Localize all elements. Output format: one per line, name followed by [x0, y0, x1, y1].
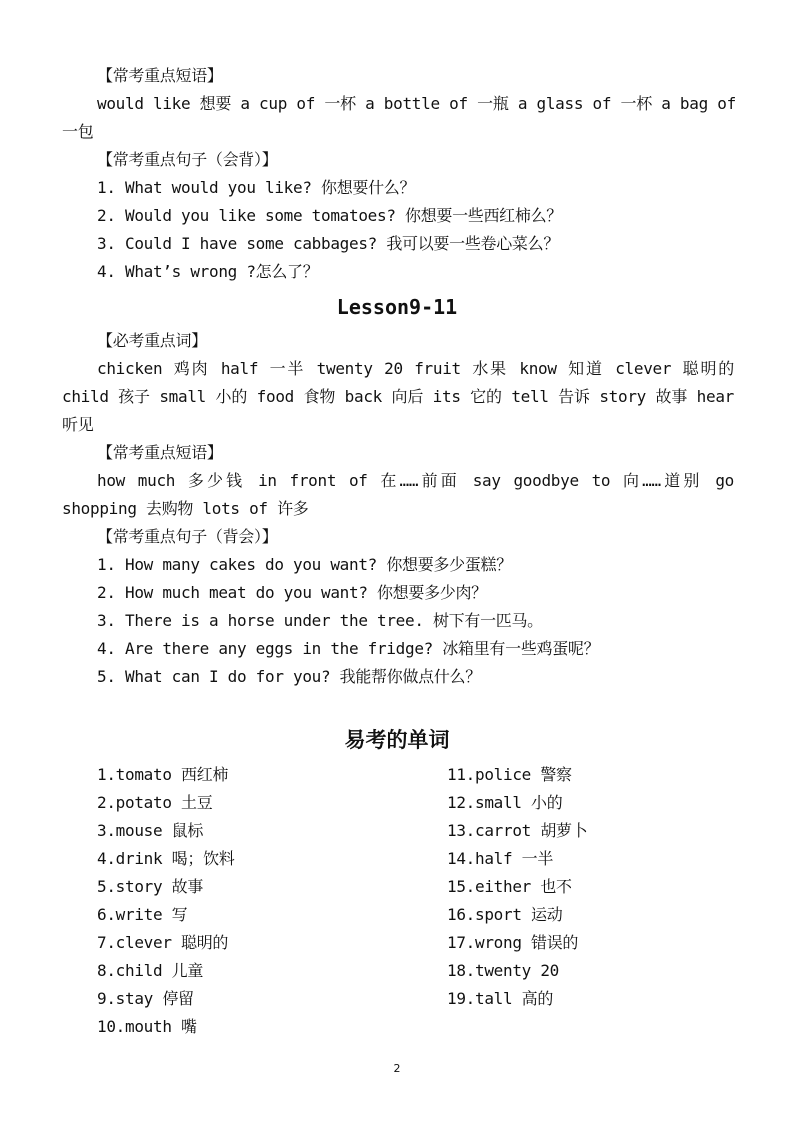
vocab-item: 19.tall 高的	[447, 989, 554, 1008]
vocab-item: 11.police 警察	[447, 765, 572, 784]
sentence-item: 1. What would you like? 你想要什么？	[97, 178, 416, 197]
vocab-item: 17.wrong 错误的	[447, 933, 579, 952]
vocab-item: 12.small 小的	[447, 793, 563, 812]
vocab-title: 易考的单词	[344, 727, 450, 752]
phrases-line: how much 多少钱 in front of 在……前面 say goodbye to 向……道别 go	[97, 471, 734, 490]
words-line: 听见	[62, 415, 94, 434]
vocab-item: 15.either 也不	[447, 877, 572, 896]
sentences-heading: 【常考重点句子（会背）】	[97, 150, 278, 169]
vocab-item: 3.mouse 鼠标	[97, 821, 204, 840]
vocab-item: 2.potato 土豆	[97, 793, 213, 812]
words-heading: 【必考重点词】	[97, 331, 207, 350]
vocab-item: 16.sport 运动	[447, 905, 563, 924]
vocab-item: 6.write 写	[97, 905, 188, 924]
lesson-title: Lesson9-11	[336, 295, 458, 319]
sentence-item: 4. What’s wrong ?怎么了？	[97, 262, 319, 281]
phrases-heading: 【常考重点短语】	[97, 443, 223, 462]
vocab-item: 10.mouth 嘴	[97, 1017, 197, 1036]
vocab-item: 14.half 一半	[447, 849, 554, 868]
sentences-heading: 【常考重点句子（背会）】	[97, 527, 278, 546]
sentence-item: 2. Would you like some tomatoes? 你想要一些西红柿么？	[97, 206, 562, 225]
words-line: child 孩子 small 小的 food 食物 back 向后 its 它的 tell 告诉 story 故事 hear	[62, 387, 734, 406]
sentence-item: 5. What can I do for you? 我能帮你做点什么？	[97, 667, 481, 686]
sentence-item: 1. How many cakes do you want? 你想要多少蛋糕？	[97, 555, 512, 574]
sentence-item: 2. How much meat do you want? 你想要多少肉？	[97, 583, 487, 602]
page-number: 2	[393, 1062, 401, 1075]
vocab-item: 5.story 故事	[97, 877, 204, 896]
phrases-heading: 【常考重点短语】	[97, 66, 223, 85]
vocab-item: 8.child 儿童	[97, 961, 204, 980]
sentence-item: 3. There is a horse under the tree. 树下有一匹马。	[97, 611, 543, 630]
sentence-item: 3. Could I have some cabbages? 我可以要一些卷心菜么？	[97, 234, 560, 253]
vocab-item: 1.tomato 西红柿	[97, 765, 229, 784]
phrases-line: would like 想要 a cup of 一杯 a bottle of 一瓶 a glass of 一杯 a bag of	[97, 94, 736, 113]
vocab-item: 18.twenty 20	[447, 961, 559, 980]
phrases-line: shopping 去购物 lots of 许多	[62, 499, 309, 518]
phrases-line: 一包	[62, 122, 94, 141]
vocab-item: 7.clever 聪明的	[97, 933, 229, 952]
vocab-item: 4.drink 喝；饮料	[97, 849, 235, 868]
vocab-item: 13.carrot 胡萝卜	[447, 821, 588, 840]
words-line: chicken 鸡肉 half 一半 twenty 20 fruit 水果 know 知道 clever 聪明的	[97, 359, 734, 378]
vocab-item: 9.stay 停留	[97, 989, 194, 1008]
sentence-item: 4. Are there any eggs in the fridge? 冰箱里有一些鸡蛋呢？	[97, 639, 600, 658]
